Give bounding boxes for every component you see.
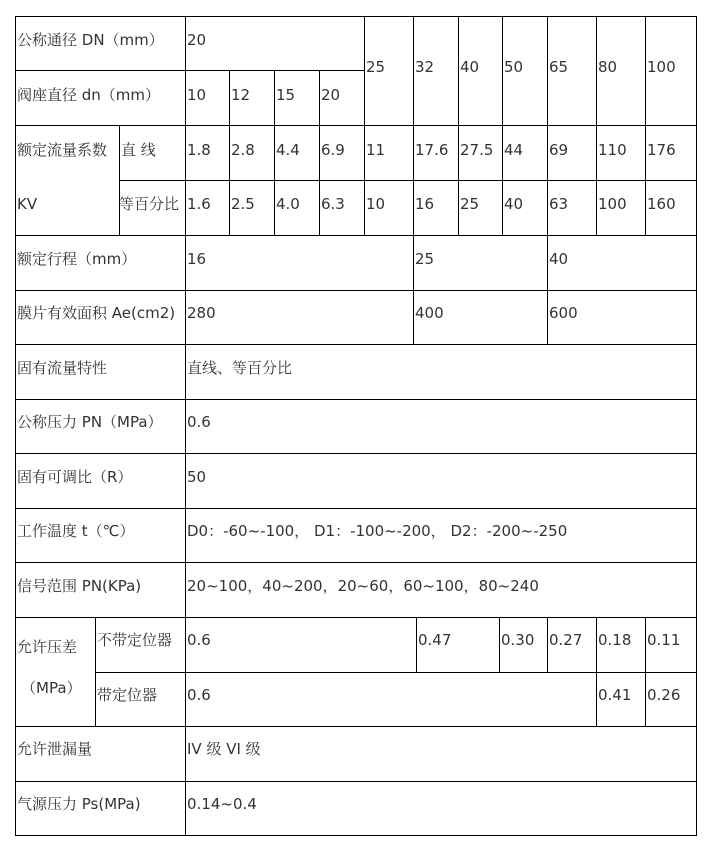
supply-label: 气源压力 Ps(MPa) xyxy=(17,795,141,813)
kv-linear-value: 27.5 xyxy=(460,141,494,159)
stroke-value: 16 xyxy=(187,250,207,268)
table-rule xyxy=(15,726,697,727)
table-rule xyxy=(645,617,646,727)
table-rule xyxy=(364,16,365,236)
signal-value: 20~100，40~200，20~60，60~100，80~240 xyxy=(187,577,539,595)
stroke-value: 40 xyxy=(549,250,569,268)
spec-table xyxy=(15,16,697,836)
kv-equal-value: 100 xyxy=(598,195,627,213)
dp-with-value: 0.41 xyxy=(598,686,632,704)
dp-without-label: 不带定位器 xyxy=(97,631,173,649)
kv-equal-value: 160 xyxy=(647,195,676,213)
dn-value: 25 xyxy=(366,58,386,76)
table-rule xyxy=(502,16,503,236)
kv-linear-value: 1.8 xyxy=(187,141,211,159)
dn-value: 80 xyxy=(598,58,618,76)
area-value: 400 xyxy=(415,304,444,322)
table-rule xyxy=(15,781,697,782)
rangeability-value: 50 xyxy=(187,468,207,486)
seat-value: 12 xyxy=(231,86,251,104)
dp-label: 允许压差 xyxy=(17,638,78,656)
table-rule xyxy=(458,16,459,236)
dp-with-value: 0.26 xyxy=(647,686,681,704)
kv-equal-value: 16 xyxy=(415,195,435,213)
table-rule xyxy=(274,70,275,236)
kv-equal-value: 40 xyxy=(504,195,524,213)
table-rule xyxy=(416,617,417,672)
table-rule xyxy=(15,835,697,836)
kv-label: KV xyxy=(17,195,38,213)
kv-equal-value: 63 xyxy=(549,195,569,213)
dn-value: 40 xyxy=(460,58,480,76)
kv-linear-value: 2.8 xyxy=(231,141,255,159)
seat-value: 15 xyxy=(276,86,296,104)
kv-linear-value: 6.9 xyxy=(321,141,345,159)
table-rule xyxy=(15,70,365,71)
table-rule xyxy=(499,617,500,672)
dn-value: 20 xyxy=(187,31,207,49)
table-rule xyxy=(15,562,697,563)
area-value: 280 xyxy=(187,304,216,322)
dn-value: 100 xyxy=(647,58,676,76)
seat-value: 10 xyxy=(187,86,207,104)
characteristic-value: 直线、等百分比 xyxy=(187,359,293,377)
table-rule xyxy=(15,125,697,126)
pn-label: 公称压力 PN（MPa） xyxy=(17,413,163,431)
table-rule xyxy=(15,16,697,17)
table-rule xyxy=(119,125,120,236)
dp-without-value: 0.30 xyxy=(501,631,535,649)
table-rule xyxy=(119,180,697,181)
temperature-label: 工作温度 t（℃） xyxy=(17,522,135,540)
kv-label: 额定流量系数 xyxy=(17,141,108,159)
kv-linear-value: 44 xyxy=(504,141,524,159)
kv-linear-value: 176 xyxy=(647,141,676,159)
table-rule xyxy=(15,617,697,618)
kv-linear-value: 110 xyxy=(598,141,627,159)
table-rule xyxy=(15,16,16,836)
table-rule xyxy=(229,70,230,236)
characteristic-label: 固有流量特性 xyxy=(17,359,108,377)
dn-value: 65 xyxy=(549,58,569,76)
table-rule xyxy=(547,617,548,672)
dp-with-label: 带定位器 xyxy=(97,686,158,704)
kv-equal-value: 10 xyxy=(366,195,386,213)
dp-without-value: 0.6 xyxy=(187,631,211,649)
pn-value: 0.6 xyxy=(187,413,211,431)
table-rule xyxy=(185,16,186,836)
area-value: 600 xyxy=(549,304,578,322)
kv-linear-value: 69 xyxy=(549,141,569,159)
stroke-value: 25 xyxy=(415,250,435,268)
dp-with-value: 0.6 xyxy=(187,686,211,704)
dn-value: 32 xyxy=(415,58,435,76)
kv-equal-value: 2.5 xyxy=(231,195,255,213)
kv-equal-label: 等百分比 xyxy=(119,195,180,213)
kv-linear-value: 4.4 xyxy=(276,141,300,159)
table-rule xyxy=(645,16,646,236)
dp-without-value: 0.11 xyxy=(647,631,681,649)
kv-linear-label: 直 线 xyxy=(121,141,156,159)
signal-label: 信号范围 PN(KPa) xyxy=(17,577,142,595)
table-rule xyxy=(413,16,414,345)
table-rule xyxy=(95,617,96,727)
dp-without-value: 0.27 xyxy=(549,631,583,649)
rangeability-label: 固有可调比（R） xyxy=(17,468,133,486)
table-rule xyxy=(15,399,697,400)
kv-equal-value: 1.6 xyxy=(187,195,211,213)
table-rule xyxy=(547,16,548,345)
kv-equal-value: 4.0 xyxy=(276,195,300,213)
kv-equal-value: 6.3 xyxy=(321,195,345,213)
supply-value: 0.14~0.4 xyxy=(187,795,257,813)
table-rule xyxy=(15,290,697,291)
dn-label: 公称通径 DN（mm） xyxy=(17,31,164,49)
kv-linear-value: 11 xyxy=(366,141,386,159)
table-rule xyxy=(15,453,697,454)
kv-equal-value: 25 xyxy=(460,195,480,213)
table-rule xyxy=(696,16,697,836)
table-rule xyxy=(15,235,697,236)
dp-label: （MPa） xyxy=(21,679,82,697)
temperature-value: D0：-60~-100， D1：-100~-200， D2：-200~-250 xyxy=(187,522,568,540)
table-rule xyxy=(596,617,597,727)
seat-value: 20 xyxy=(321,86,341,104)
dp-without-value: 0.18 xyxy=(598,631,632,649)
dn-value: 50 xyxy=(504,58,524,76)
table-rule xyxy=(15,344,697,345)
seat-label: 阀座直径 dn（mm） xyxy=(17,86,161,104)
table-rule xyxy=(596,16,597,236)
dp-without-value: 0.47 xyxy=(418,631,452,649)
table-rule xyxy=(319,70,320,236)
area-label: 膜片有效面积 Ae(cm2) xyxy=(17,304,176,322)
kv-linear-value: 17.6 xyxy=(415,141,449,159)
stroke-label: 额定行程（mm） xyxy=(17,250,137,268)
leakage-label: 允许泄漏量 xyxy=(17,740,93,758)
table-rule xyxy=(15,508,697,509)
leakage-value: IV 级 VI 级 xyxy=(187,740,261,758)
